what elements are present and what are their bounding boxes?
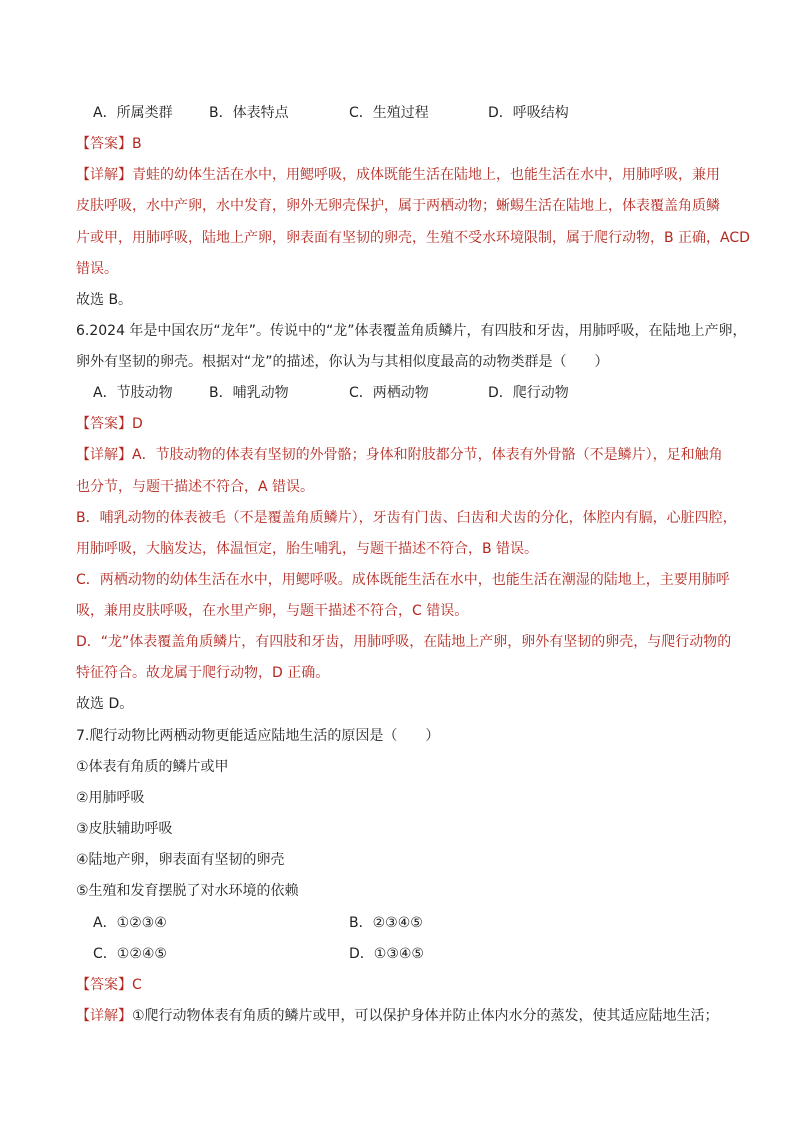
q5-option-d: D．呼吸结构 xyxy=(488,105,569,121)
answer-label: 【答案】 xyxy=(76,416,132,432)
q6-stem-line-2: 卵外有坚韧的卵壳。根据对“龙”的描述，你认为与其相似度最高的动物类群是（ ） xyxy=(76,354,609,370)
q6-detail-line-5: C．两栖动物的幼体生活在水中，用鳃呼吸。成体既能生活在水中，也能生活在潮湿的陆地上，主要用肺呼 xyxy=(76,572,730,588)
q6-detail-line-6: 吸，兼用皮肤呼吸，在水里产卵，与题干描述不符合，C 错误。 xyxy=(76,603,469,619)
q6-detail-line-4: 用肺呼吸，大脑发达，体温恒定，胎生哺乳，与题干描述不符合，B 错误。 xyxy=(76,541,539,557)
q7-stem: 7.爬行动物比两栖动物更能适应陆地生活的原因是（ ） xyxy=(76,728,440,744)
answer-label: 【答案】 xyxy=(76,977,132,993)
q6-detail-line-3: B．哺乳动物的体表被毛（不是覆盖角质鳞片），牙齿有门齿、臼齿和犬齿的分化，体腔内有膈，心脏四腔， xyxy=(76,510,737,526)
q7-option-a: A．①②③④ xyxy=(93,915,167,931)
q5-conclusion: 故选 B。 xyxy=(76,292,133,308)
q5-detail-line-2: 皮肤呼吸，水中产卵，水中发育，卵外无卵壳保护，属于两栖动物；蜥蜴生活在陆地上，体表覆盖角质鳞 xyxy=(76,198,720,214)
q6-option-d: D．爬行动物 xyxy=(488,385,569,401)
answer-value: C xyxy=(132,977,142,993)
detail-label: 【详解】 xyxy=(76,167,132,183)
q6-detail-line-1 xyxy=(76,445,723,465)
q6-conclusion: 故选 D。 xyxy=(76,696,134,712)
q7-answer xyxy=(76,975,142,995)
q7-option-c: C．①②④⑤ xyxy=(93,946,167,962)
q5-detail-line-3: 片或甲，用肺呼吸，陆地上产卵，卵表面有坚韧的卵壳，生殖不受水环境限制，属于爬行动物，B 正确，ACD xyxy=(76,230,750,246)
q7-detail-line-1 xyxy=(76,1006,719,1026)
q6-stem-line-1: 6.2024 年是中国农历“龙年”。传说中的“龙”体表覆盖角质鳞片，有四肢和牙齿，用肺呼吸，在陆地上产卵， xyxy=(76,323,747,339)
q7-item-3: ③皮肤辅助呼吸 xyxy=(76,821,173,837)
q6-option-a: A．节肢动物 xyxy=(93,385,173,401)
answer-value: B xyxy=(132,136,142,152)
answer-label: 【答案】 xyxy=(76,136,132,152)
q5-detail-line-4: 错误。 xyxy=(76,261,118,277)
q6-answer xyxy=(76,414,143,434)
q7-item-4: ④陆地产卵，卵表面有坚韧的卵壳 xyxy=(76,852,285,868)
q7-option-b: B．②③④⑤ xyxy=(349,915,423,931)
q5-detail-line-1 xyxy=(76,165,720,185)
q5-option-c: C．生殖过程 xyxy=(349,105,429,121)
detail-text: A．节肢动物的体表有坚韧的外骨骼；身体和附肢都分节，体表有外骨骼（不是鳞片），足和触角 xyxy=(132,447,723,463)
q6-detail-line-2: 也分节，与题干描述不符合，A 错误。 xyxy=(76,479,315,495)
detail-label: 【详解】 xyxy=(76,447,132,463)
detail-text: 青蛙的幼体生活在水中，用鳃呼吸，成体既能生活在陆地上，也能生活在水中，用肺呼吸，兼用 xyxy=(132,167,720,183)
q7-item-5: ⑤生殖和发育摆脱了对水环境的依赖 xyxy=(76,883,299,899)
answer-value: D xyxy=(132,416,143,432)
q5-answer xyxy=(76,134,142,154)
q7-item-1: ①体表有角质的鳞片或甲 xyxy=(76,759,229,775)
q5-option-a: A．所属类群 xyxy=(93,105,173,121)
q6-option-b: B．哺乳动物 xyxy=(209,385,289,401)
q7-item-2: ②用肺呼吸 xyxy=(76,790,145,806)
q6-detail-line-8: 特征符合。故龙属于爬行动物，D 正确。 xyxy=(76,665,330,681)
detail-text: ①爬行动物体表有角质的鳞片或甲，可以保护身体并防止体内水分的蒸发，使其适应陆地生活； xyxy=(132,1008,719,1024)
q6-option-c: C．两栖动物 xyxy=(349,385,429,401)
q5-option-b: B．体表特点 xyxy=(209,105,289,121)
detail-label: 【详解】 xyxy=(76,1008,132,1024)
q7-option-d: D．①③④⑤ xyxy=(349,946,424,962)
q6-detail-line-7: D．“龙”体表覆盖角质鳞片，有四肢和牙齿，用肺呼吸，在陆地上产卵，卵外有坚韧的卵壳，与爬行动物的 xyxy=(76,634,732,650)
